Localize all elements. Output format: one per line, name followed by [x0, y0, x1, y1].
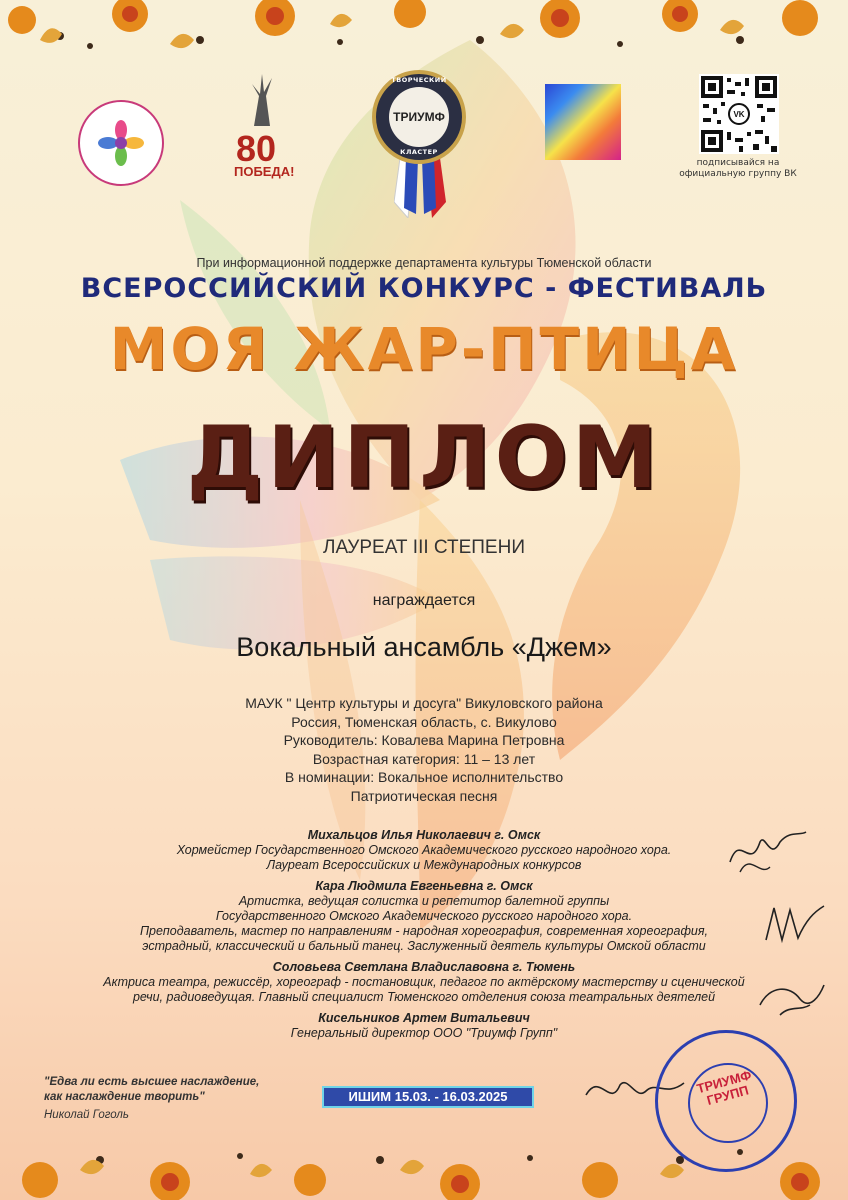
- jury-member: [60, 960, 788, 1005]
- detail-line: В номинации: Вокальное исполнительство: [284, 769, 564, 785]
- qr-caption: подписывайся на официальную группу ВК: [679, 158, 797, 179]
- detail-line: МАУК " Центр культуры и досуга" Викуловского района: [245, 695, 603, 711]
- jury-name: Кисельников Артем Витальевич: [318, 1011, 530, 1025]
- jury-description: Генеральный директор ООО "Триумф Групп": [290, 1026, 558, 1040]
- jury-description: Государственного Омского Академического русского народного хора.: [215, 909, 633, 923]
- jury-name: Кара Людмила Евгеньевна г. Омск: [315, 879, 533, 893]
- qr-code-icon: [699, 74, 779, 154]
- jury-member: [60, 1011, 788, 1041]
- jury-name: Соловьева Светлана Владиславовна г. Тюмень: [272, 960, 576, 974]
- victory-number: 80: [236, 128, 277, 169]
- quote: [44, 1075, 294, 1105]
- date-place-badge: ИШИМ 15.03. - 16.03.2025: [322, 1086, 534, 1108]
- stamp-text: ТРИУМФ ГРУПП: [695, 1067, 754, 1109]
- medal-center: [389, 87, 449, 147]
- quote-line: как наслаждение творить": [44, 1091, 205, 1103]
- jury-section: [60, 828, 788, 1047]
- detail-line: Патриотическая песня: [350, 787, 498, 804]
- contest-title: ВСЕРОССИЙСКИЙ КОНКУРС - ФЕСТИВАЛЬ: [80, 273, 768, 304]
- jury-description: Преподаватель, мастер по направлениям - народная хореография, современная хореография,: [139, 924, 709, 938]
- recipient-name: Вокальный ансамбль «Джем»: [236, 632, 612, 662]
- flower-logo-icon: [96, 118, 146, 168]
- quote-author: Николай Гоголь: [44, 1109, 129, 1121]
- signature-3: [750, 965, 830, 1025]
- signature-2: [760, 900, 830, 950]
- jury-member: [60, 828, 788, 873]
- medal-top-label: ТВОРЧЕСКИЙ: [391, 76, 447, 84]
- jury-description: Хормейстер Государственного Омского Академического русского народного хора.: [176, 843, 672, 857]
- motherland-statue-icon: [232, 70, 292, 130]
- detail-line: Возрастная категория: 11 – 13 лет: [312, 750, 536, 767]
- tricolor-ribbon-icon: [394, 158, 446, 218]
- svg-text:VK: VK: [733, 110, 745, 119]
- jury-member: [60, 879, 788, 954]
- support-line: При информационной поддержке департамента культуры Тюменской области: [196, 256, 652, 270]
- top-floral-ornament: [0, 0, 848, 70]
- jury-description: Лауреат Всероссийских и Международных конкурсов: [266, 858, 582, 872]
- jury-description: Актриса театра, режиссёр, хореограф - постановщик, педагог по актёрскому мастерству и сценической: [103, 975, 745, 989]
- signature-1: [720, 822, 810, 882]
- quote-line: "Едва ли есть высшее наслаждение,: [44, 1076, 260, 1088]
- document-type-title: ДИПЛОМ: [186, 408, 662, 508]
- victory-80-logo: [232, 70, 295, 180]
- jury-name: Михальцов Илья Николаевич г. Омск: [307, 828, 541, 842]
- triumph-cluster-medal: [370, 68, 470, 218]
- medal-bottom-label: КЛАСТЕР: [400, 148, 438, 156]
- medal-center-label: ТРИУМФ: [393, 110, 445, 124]
- left-organization-logo: [78, 100, 164, 186]
- recipient-details: [0, 694, 848, 805]
- festival-name: МОЯ ЖАР-ПТИЦА: [109, 315, 739, 383]
- rainbow-logo: [545, 84, 621, 160]
- award-degree: ЛАУРЕАТ III СТЕПЕНИ: [323, 537, 525, 558]
- jury-description: эстрадный, классический и бальный танец. Заслуженный деятель культуры Омской области: [142, 939, 706, 953]
- awarded-label: награждается: [372, 592, 476, 609]
- victory-word: ПОБЕДА!: [234, 164, 295, 179]
- jury-description: речи, радиоведущая. Главный специалист Тюменского отделения союза театральных деятелей: [132, 990, 716, 1004]
- company-stamp: [655, 1030, 797, 1172]
- jury-description: Артистка, ведущая солистка и репетитор балетной группы: [238, 894, 610, 908]
- detail-line: Россия, Тюменская область, с. Викулово: [291, 713, 557, 730]
- detail-line: Руководитель: Ковалева Марина Петровна: [283, 732, 565, 748]
